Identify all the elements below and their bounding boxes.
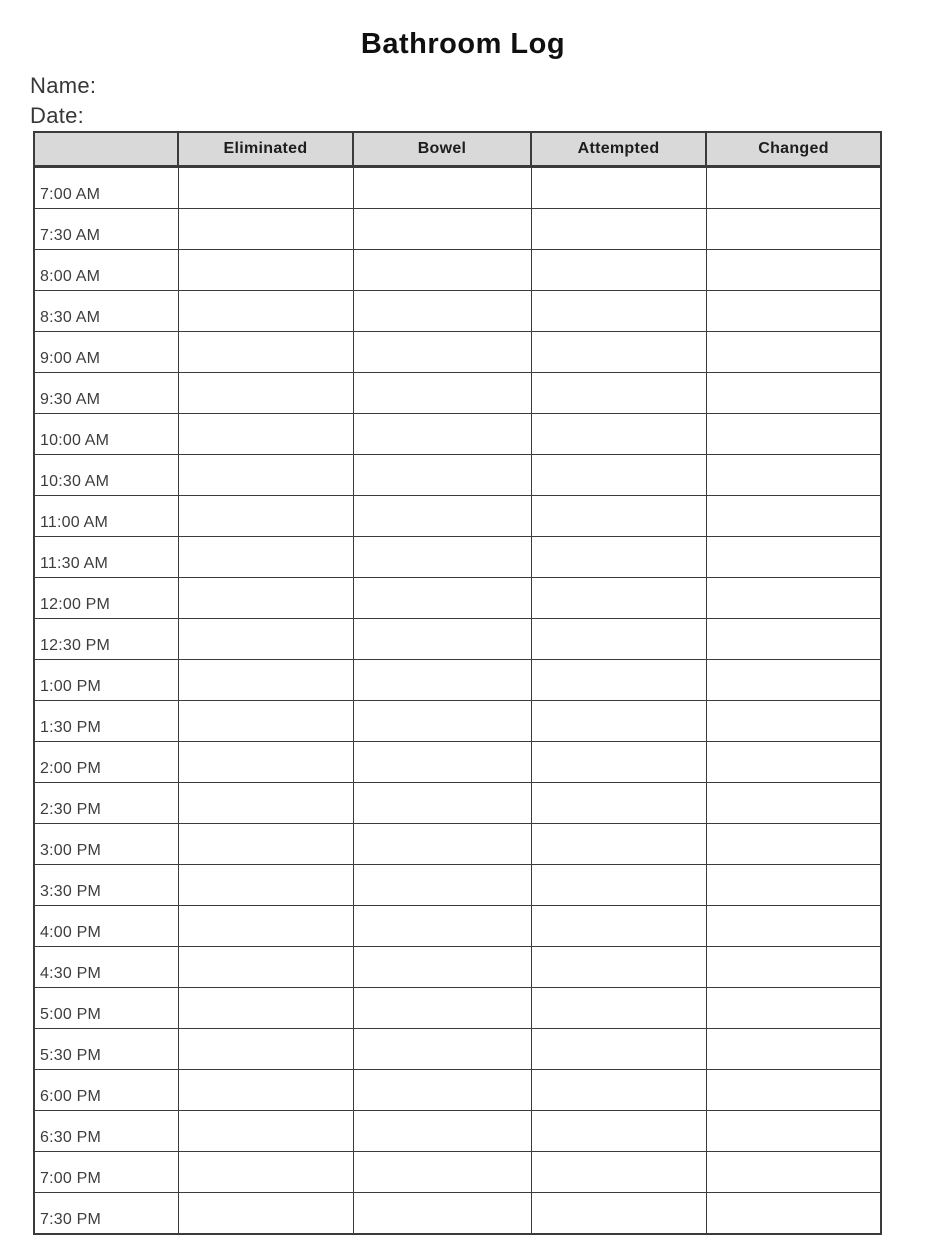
cell-bowel[interactable] [353, 1029, 531, 1070]
time-label: 1:30 PM [34, 701, 178, 742]
col-header-bowel: Bowel [353, 132, 531, 167]
table-row [34, 578, 881, 619]
cell-eliminated[interactable] [178, 1029, 353, 1070]
time-label: 9:30 AM [34, 373, 178, 414]
cell-changed[interactable] [706, 332, 881, 373]
cell-bowel[interactable] [353, 455, 531, 496]
cell-eliminated[interactable] [178, 660, 353, 701]
table-row [34, 947, 881, 988]
cell-eliminated[interactable] [178, 865, 353, 906]
cell-bowel[interactable] [353, 742, 531, 783]
time-label: 6:30 PM [34, 1111, 178, 1152]
table-row [34, 824, 881, 865]
cell-attempted[interactable] [531, 496, 706, 537]
cell-changed[interactable] [706, 209, 881, 250]
cell-attempted[interactable] [531, 1111, 706, 1152]
cell-attempted[interactable] [531, 701, 706, 742]
cell-changed[interactable] [706, 496, 881, 537]
time-label: 7:00 PM [34, 1152, 178, 1193]
cell-eliminated[interactable] [178, 537, 353, 578]
cell-changed[interactable] [706, 291, 881, 332]
cell-eliminated[interactable] [178, 947, 353, 988]
cell-eliminated[interactable] [178, 701, 353, 742]
cell-bowel[interactable] [353, 701, 531, 742]
col-header-eliminated: Eliminated [178, 132, 353, 167]
cell-changed[interactable] [706, 578, 881, 619]
cell-eliminated[interactable] [178, 1111, 353, 1152]
col-header-changed: Changed [706, 132, 881, 167]
table-row [34, 414, 881, 455]
cell-changed[interactable] [706, 1029, 881, 1070]
table-row [34, 291, 881, 332]
time-label: 3:30 PM [34, 865, 178, 906]
time-label: 9:00 AM [34, 332, 178, 373]
cell-bowel[interactable] [353, 291, 531, 332]
cell-attempted[interactable] [531, 537, 706, 578]
cell-changed[interactable] [706, 947, 881, 988]
cell-attempted[interactable] [531, 947, 706, 988]
cell-bowel[interactable] [353, 947, 531, 988]
cell-attempted[interactable] [531, 824, 706, 865]
cell-bowel[interactable] [353, 660, 531, 701]
cell-changed[interactable] [706, 250, 881, 291]
cell-changed[interactable] [706, 988, 881, 1029]
cell-bowel[interactable] [353, 988, 531, 1029]
cell-eliminated[interactable] [178, 455, 353, 496]
cell-changed[interactable] [706, 455, 881, 496]
table-row [34, 906, 881, 947]
cell-attempted[interactable] [531, 167, 706, 209]
time-label: 12:00 PM [34, 578, 178, 619]
time-label: 7:30 PM [34, 1193, 178, 1235]
cell-bowel[interactable] [353, 414, 531, 455]
table-row [34, 1152, 881, 1193]
table-row [34, 701, 881, 742]
time-label: 3:00 PM [34, 824, 178, 865]
cell-eliminated[interactable] [178, 373, 353, 414]
cell-eliminated[interactable] [178, 742, 353, 783]
table-row [34, 455, 881, 496]
cell-attempted[interactable] [531, 1070, 706, 1111]
cell-changed[interactable] [706, 619, 881, 660]
time-label: 10:00 AM [34, 414, 178, 455]
cell-eliminated[interactable] [178, 1193, 353, 1235]
bathroom-log-table [33, 131, 882, 1235]
cell-changed[interactable] [706, 660, 881, 701]
name-field-line [30, 73, 343, 99]
table-row [34, 742, 881, 783]
table-row [34, 1193, 881, 1235]
page-title: Bathroom Log [360, 28, 566, 60]
date-value[interactable] [91, 105, 331, 129]
col-header-time [34, 132, 178, 167]
cell-eliminated[interactable] [178, 906, 353, 947]
cell-attempted[interactable] [531, 291, 706, 332]
cell-changed[interactable] [706, 167, 881, 209]
cell-attempted[interactable] [531, 373, 706, 414]
cell-eliminated[interactable] [178, 332, 353, 373]
cell-attempted[interactable] [531, 1152, 706, 1193]
cell-bowel[interactable] [353, 250, 531, 291]
cell-bowel[interactable] [353, 824, 531, 865]
cell-bowel[interactable] [353, 619, 531, 660]
cell-attempted[interactable] [531, 455, 706, 496]
cell-eliminated[interactable] [178, 496, 353, 537]
cell-bowel[interactable] [353, 865, 531, 906]
cell-attempted[interactable] [531, 414, 706, 455]
cell-changed[interactable] [706, 742, 881, 783]
cell-changed[interactable] [706, 906, 881, 947]
cell-eliminated[interactable] [178, 291, 353, 332]
time-label: 5:00 PM [34, 988, 178, 1029]
cell-changed[interactable] [706, 783, 881, 824]
cell-attempted[interactable] [531, 578, 706, 619]
cell-eliminated[interactable] [178, 1152, 353, 1193]
cell-eliminated[interactable] [178, 250, 353, 291]
time-label: 11:30 AM [34, 537, 178, 578]
time-label: 4:00 PM [34, 906, 178, 947]
cell-bowel[interactable] [353, 1152, 531, 1193]
cell-changed[interactable] [706, 701, 881, 742]
cell-attempted[interactable] [531, 619, 706, 660]
table-row [34, 865, 881, 906]
cell-eliminated[interactable] [178, 209, 353, 250]
time-label: 8:00 AM [34, 250, 178, 291]
cell-bowel[interactable] [353, 578, 531, 619]
cell-eliminated[interactable] [178, 1070, 353, 1111]
cell-bowel[interactable] [353, 537, 531, 578]
cell-changed[interactable] [706, 373, 881, 414]
cell-bowel[interactable] [353, 209, 531, 250]
table-row [34, 660, 881, 701]
col-header-attempted: Attempted [531, 132, 706, 167]
table-row [34, 783, 881, 824]
cell-bowel[interactable] [353, 1193, 531, 1235]
cell-changed[interactable] [706, 1070, 881, 1111]
table-row [34, 988, 881, 1029]
table-row [34, 373, 881, 414]
cell-bowel[interactable] [353, 496, 531, 537]
time-label: 10:30 AM [34, 455, 178, 496]
cell-changed[interactable] [706, 1111, 881, 1152]
cell-bowel[interactable] [353, 1111, 531, 1152]
cell-attempted[interactable] [531, 742, 706, 783]
cell-bowel[interactable] [353, 906, 531, 947]
cell-bowel[interactable] [353, 332, 531, 373]
cell-eliminated[interactable] [178, 783, 353, 824]
cell-eliminated[interactable] [178, 988, 353, 1029]
cell-attempted[interactable] [531, 988, 706, 1029]
cell-changed[interactable] [706, 824, 881, 865]
time-label: 7:00 AM [34, 167, 178, 209]
table-row [34, 209, 881, 250]
cell-changed[interactable] [706, 414, 881, 455]
cell-attempted[interactable] [531, 1193, 706, 1235]
cell-attempted[interactable] [531, 660, 706, 701]
time-label: 4:30 PM [34, 947, 178, 988]
time-label: 7:30 AM [34, 209, 178, 250]
cell-attempted[interactable] [531, 250, 706, 291]
table-row [34, 332, 881, 373]
time-label: 8:30 AM [34, 291, 178, 332]
cell-attempted[interactable] [531, 209, 706, 250]
cell-bowel[interactable] [353, 373, 531, 414]
time-label: 2:30 PM [34, 783, 178, 824]
cell-attempted[interactable] [531, 906, 706, 947]
cell-bowel[interactable] [353, 167, 531, 209]
table-row [34, 1029, 881, 1070]
name-label: Name: [30, 73, 97, 98]
time-label: 5:30 PM [34, 1029, 178, 1070]
date-label: Date: [30, 103, 85, 128]
time-label: 12:30 PM [34, 619, 178, 660]
cell-eliminated[interactable] [178, 578, 353, 619]
table-row [34, 167, 881, 209]
table-row [34, 496, 881, 537]
cell-bowel[interactable] [353, 1070, 531, 1111]
cell-eliminated[interactable] [178, 619, 353, 660]
cell-eliminated[interactable] [178, 167, 353, 209]
time-label: 6:00 PM [34, 1070, 178, 1111]
cell-attempted[interactable] [531, 865, 706, 906]
table-row [34, 537, 881, 578]
time-label: 1:00 PM [34, 660, 178, 701]
date-field-line [30, 103, 331, 129]
cell-changed[interactable] [706, 1152, 881, 1193]
cell-attempted[interactable] [531, 1029, 706, 1070]
table-row [34, 250, 881, 291]
time-label: 11:00 AM [34, 496, 178, 537]
cell-attempted[interactable] [531, 332, 706, 373]
cell-changed[interactable] [706, 537, 881, 578]
table-row [34, 1070, 881, 1111]
table-header-row [34, 132, 881, 167]
table-row [34, 1111, 881, 1152]
cell-eliminated[interactable] [178, 414, 353, 455]
cell-changed[interactable] [706, 1193, 881, 1235]
table-row [34, 619, 881, 660]
time-label: 2:00 PM [34, 742, 178, 783]
name-value[interactable] [103, 75, 343, 99]
cell-attempted[interactable] [531, 783, 706, 824]
cell-changed[interactable] [706, 865, 881, 906]
cell-eliminated[interactable] [178, 824, 353, 865]
cell-bowel[interactable] [353, 783, 531, 824]
